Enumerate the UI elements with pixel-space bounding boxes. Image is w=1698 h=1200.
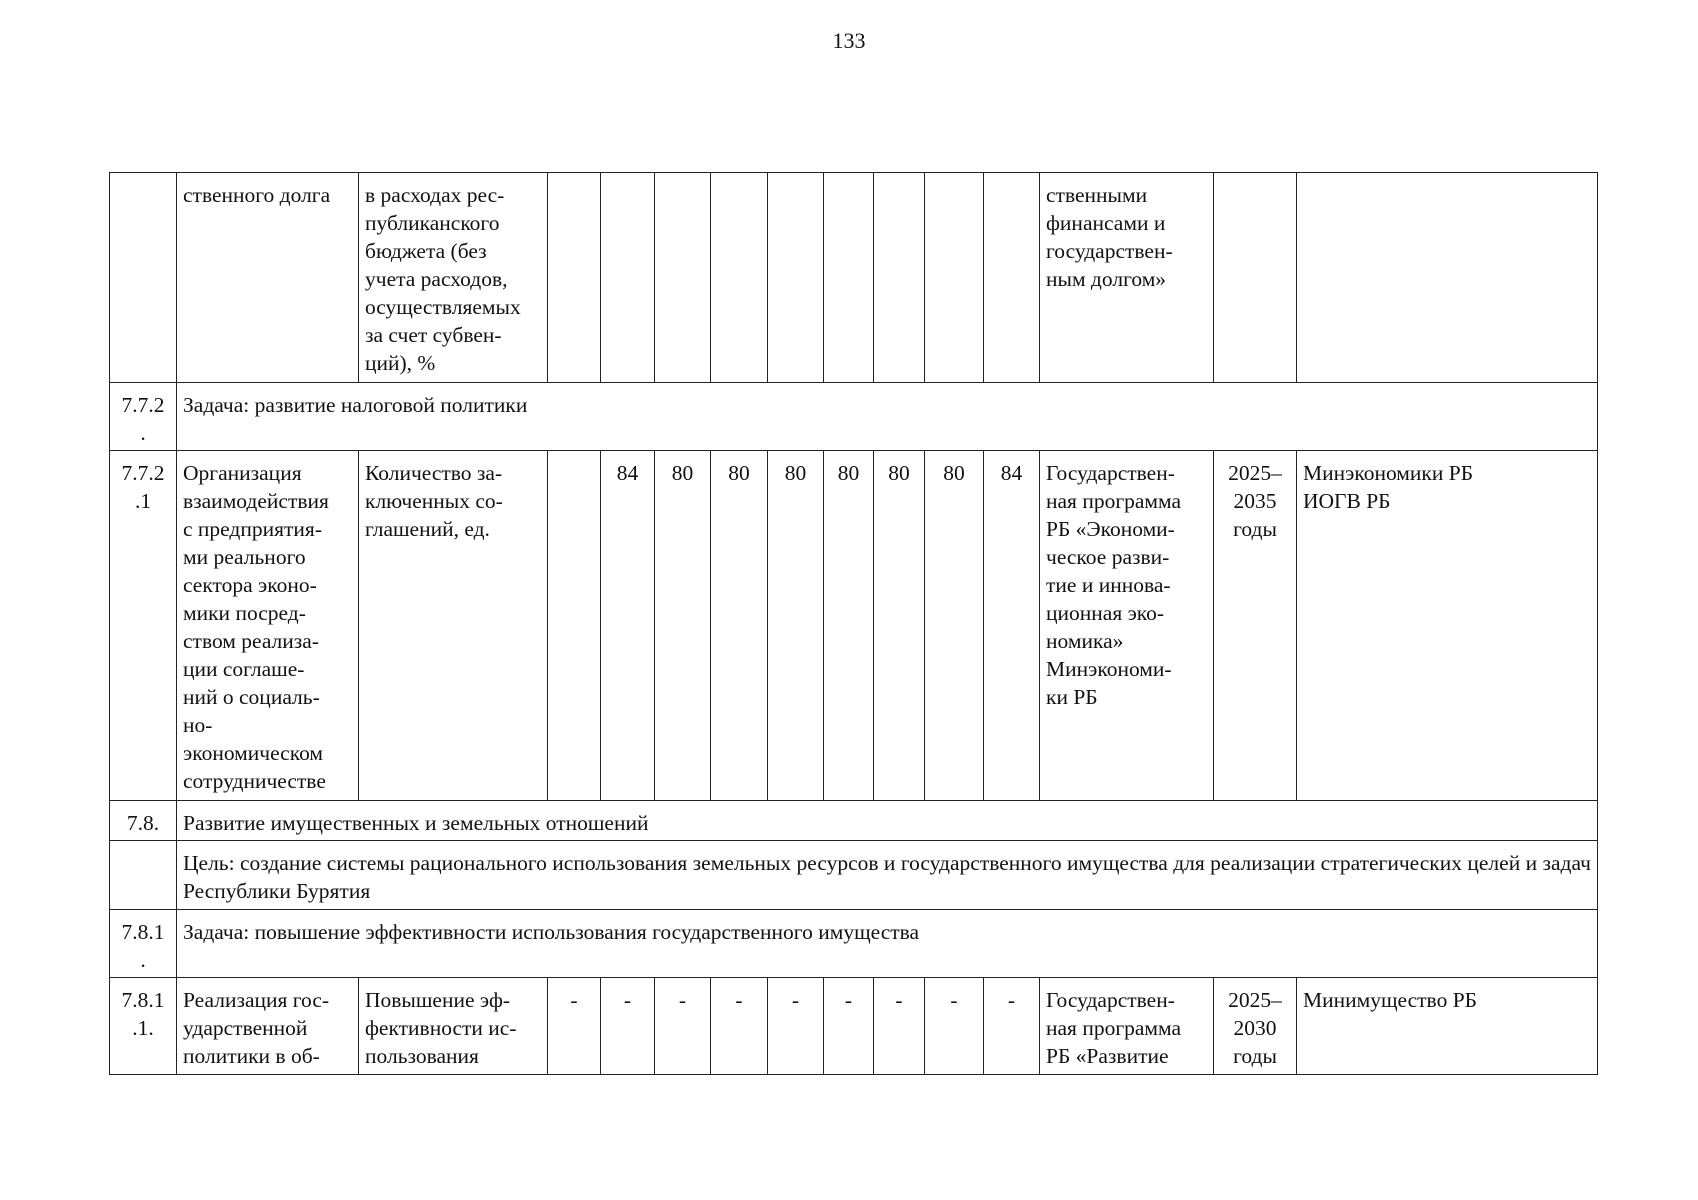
cell-line: ки РБ (1046, 685, 1098, 709)
measure-name-cell (177, 451, 359, 801)
table-row (110, 383, 1598, 451)
value-cell: 80 (824, 451, 874, 801)
period-cell (1214, 451, 1297, 801)
indicator-cell (359, 978, 548, 1075)
cell-line: сотрудничестве (183, 769, 326, 793)
cell-line: Государствен- (1046, 988, 1175, 1012)
cell-line: ми реального (183, 545, 306, 569)
cell-line: тие и иннова- (1046, 573, 1171, 597)
section-cell: Развитие имущественных и земельных отношений (177, 801, 1598, 841)
row-number-cell (110, 978, 177, 1075)
cell-line: .1. (132, 1016, 154, 1040)
value-cell: - (874, 978, 925, 1075)
table-row (110, 451, 1598, 801)
period-cell (1214, 978, 1297, 1075)
value-cell: 80 (874, 451, 925, 801)
cell-line: .1 (134, 489, 152, 513)
table-row (110, 801, 1598, 841)
value-cell: 84 (984, 451, 1040, 801)
cell-line: 2030 (1233, 1016, 1277, 1040)
value-cell: - (711, 978, 768, 1075)
cell-line: ственными (1046, 183, 1148, 207)
table-row (110, 910, 1598, 978)
goal-cell: Цель: создание системы рационального использования земельных ресурсов и государственного имущества для реализации стратегических целей и задач Республики Бурятия (177, 841, 1598, 910)
page-number: 133 (832, 28, 866, 53)
value-cell: 80 (711, 451, 768, 801)
cell-line: 7.8.1 (121, 988, 165, 1012)
cell-line: ключенных со- (365, 489, 503, 513)
cell-line: экономическом (183, 741, 324, 765)
cell-line: ческое разви- (1046, 545, 1170, 569)
cell-line: ций), % (365, 351, 436, 375)
table-row (110, 978, 1598, 1075)
cell-line: но- (183, 713, 213, 737)
cell-line: в расходах рес- (365, 183, 505, 207)
indicator-cell (359, 173, 548, 383)
measure-name-cell (177, 978, 359, 1075)
value-cell: - (601, 978, 655, 1075)
value-cell: - (655, 978, 711, 1075)
value-cell: - (984, 978, 1040, 1075)
value-cell: 80 (768, 451, 824, 801)
cell-line: РБ «Развитие (1046, 1044, 1169, 1068)
cell-line: осуществляемых (365, 295, 521, 319)
cell-line: 7.8.1 (121, 920, 165, 944)
executor-cell (1297, 451, 1598, 801)
cell-line: . (140, 421, 146, 445)
cell-line: фективности ис- (365, 1016, 517, 1040)
value-cell: - (768, 978, 824, 1075)
document-table (109, 172, 1598, 1075)
value-cell: - (548, 978, 601, 1075)
cell-line: мики посред- (183, 601, 306, 625)
cell-line: 2035 (1233, 489, 1277, 513)
cell-line: с предприятия- (183, 517, 322, 541)
row-number-cell (110, 173, 177, 383)
cell-line: ственного долга (183, 183, 331, 207)
value-cell: 80 (925, 451, 984, 801)
cell-line: ством реализа- (183, 629, 319, 653)
cell-line: глашений, ед. (365, 517, 490, 541)
row-number-cell: 7.8. (110, 801, 177, 841)
cell-line: учета расходов, (365, 267, 508, 291)
cell-line: Повышение эф- (365, 988, 511, 1012)
cell-line: 2025– (1228, 461, 1282, 485)
cell-line: политики в об- (183, 1044, 320, 1068)
cell-line: ции соглаше- (183, 657, 305, 681)
cell-line: бюджета (без (365, 239, 487, 263)
cell-line: пользования (365, 1044, 479, 1068)
value-cell: 84 (601, 451, 655, 801)
cell-line: финансами и (1046, 211, 1166, 235)
cell-line: Количество за- (365, 461, 503, 485)
cell-line: публиканского (365, 211, 500, 235)
cell-line: РБ «Экономи- (1046, 517, 1175, 541)
value-cell: - (925, 978, 984, 1075)
task-cell: Задача: развитие налоговой политики (177, 383, 1598, 451)
cell-line: номика» (1046, 629, 1124, 653)
value-cell: - (824, 978, 874, 1075)
row-number-cell (110, 910, 177, 978)
row-number-cell (110, 841, 177, 910)
cell-line: ным долгом» (1046, 267, 1167, 291)
task-cell: Задача: повышение эффективности использования государственного имущества (177, 910, 1598, 978)
cell-line: за счет субвен- (365, 323, 502, 347)
cell-line: ИОГВ РБ (1303, 489, 1391, 513)
cell-line: ная программа (1046, 1016, 1182, 1040)
row-number-cell (110, 451, 177, 801)
row-number-cell (110, 383, 177, 451)
cell-line: годы (1233, 1044, 1277, 1068)
cell-line: Минимущество РБ (1303, 988, 1477, 1012)
cell-line: ний о социаль- (183, 685, 320, 709)
executor-cell (1297, 978, 1598, 1075)
program-cell (1040, 978, 1214, 1075)
cell-line: 7.7.2 (121, 461, 165, 485)
value-cell: 80 (655, 451, 711, 801)
table-row (110, 173, 1598, 383)
cell-line: 7.7.2 (121, 393, 165, 417)
cell-line: государствен- (1046, 239, 1173, 263)
indicator-cell (359, 451, 548, 801)
program-cell (1040, 451, 1214, 801)
cell-line: Организация (183, 461, 302, 485)
cell-line: Минэкономи- (1046, 657, 1172, 681)
cell-line: ционная эко- (1046, 601, 1165, 625)
cell-line: Минэкономики РБ (1303, 461, 1474, 485)
cell-line: годы (1233, 517, 1277, 541)
cell-line: ная программа (1046, 489, 1182, 513)
table-row (110, 841, 1598, 910)
cell-line: Государствен- (1046, 461, 1175, 485)
cell-line: сектора эконо- (183, 573, 317, 597)
cell-line: ударственной (183, 1016, 308, 1040)
measure-name-cell (177, 173, 359, 383)
value-cell (548, 451, 601, 801)
cell-line: 2025– (1228, 988, 1282, 1012)
cell-line: . (140, 948, 146, 972)
program-cell (1040, 173, 1214, 383)
cell-line: взаимодействия (183, 489, 329, 513)
cell-line: Реализация гос- (183, 988, 330, 1012)
